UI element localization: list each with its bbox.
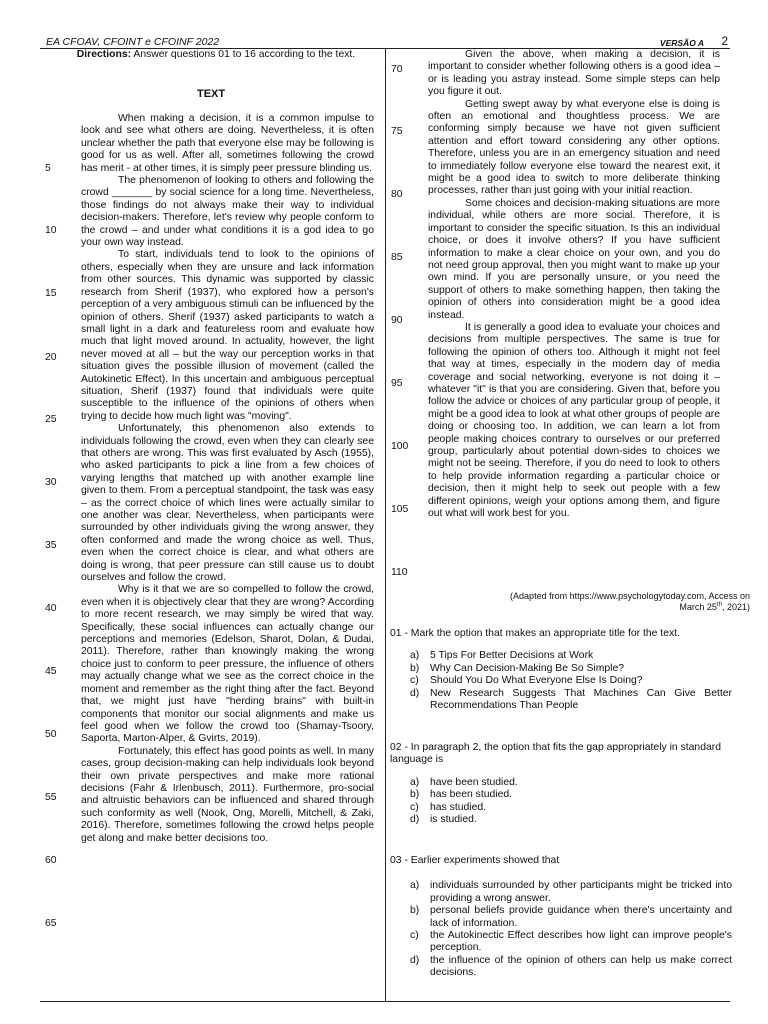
- line-number: 15: [45, 288, 57, 299]
- line-number: 55: [45, 792, 57, 803]
- paragraph: Fortunately, this effect has good points as well. In many cases, group decision-making can help individuals look beyond their own private perspectives and make more rational decisions (Fahr & Irlenbusch, 2011). Furthermore, pro-social and altruistic behaviors can be influenced and shared through such conformity as well (Nook, Ong, Morelli, Mitchell, & Zaki, 2016). Therefore, sometimes following the crowd helps people get along and make better decisions too.: [81, 745, 374, 844]
- paragraph: To start, individuals tend to look to the opinions of others, especially when they are unsure and lack information from other sources. This dynamic was supported by classic research from Sherif (1937), who explored how a person's perception of a very ambiguous stimuli can be influenced by the opinion of others. Sherif (1937) asked participants to watch a small light in a dark and featureless room and evaluate how much that light moved around. In actuality, however, the light never moved at all – but the way our perception works in that situation gives the possible illusion of movement (called the Autokinetic Effect). In this uncertain and ambiguous perceptual situation, Sherif (1937) found that individuals were quite susceptible to the influence of the opinions of others when trying to decide how much light was "moving".: [81, 249, 374, 422]
- line-number: 90: [391, 315, 403, 326]
- option-b[interactable]: b) has been studied.: [410, 789, 513, 801]
- text-right-column: [428, 49, 720, 520]
- paragraph: Why is it that we are so compelled to follow the crowd, even when it is objectively clear that they are wrong? According to more recent research, we may simply be wired that way. Specifically, these social influences can actually change our perceptions and memories (Edelson, Sharot, Dolan, & Dudai, 2011). Therefore, rather than knowingly making the wrong choice just to conform to peer pressure, the influence of others may actually change what we see as the correct choice in the moment and remember as the right thing after the fact. Beyond that, we might just have "herding brains" with built-in components that monitor our social alignments and make us feel good when we follow the crowd too (Shamay-Tsoory, Saporta, Marton-Alper, & Gvirts, 2019).: [81, 584, 374, 745]
- column-divider: [385, 49, 386, 1001]
- line-number: 110: [391, 567, 408, 578]
- line-number: 40: [45, 603, 57, 614]
- question-02: [390, 742, 732, 826]
- question-stem: 03 - Earlier experiments showed that: [390, 855, 560, 866]
- text-heading: TEXT: [197, 88, 226, 100]
- line-number: 65: [45, 918, 57, 929]
- question-stem: 01 - Mark the option that makes an appropriate title for the text.: [390, 628, 680, 639]
- line-number: 30: [45, 477, 57, 488]
- option-b[interactable]: b) Why Can Decision-Making Be So Simple?: [410, 662, 625, 674]
- line-number: 5: [45, 163, 51, 174]
- line-number: 25: [45, 414, 57, 425]
- option-c[interactable]: c) the Autokinectic Effect describes how light can improve people's perception.: [410, 930, 732, 954]
- line-number: 75: [391, 126, 403, 137]
- paragraph: Some choices and decision-making situations are more individual, while others are more social. Therefore, it is important to consider the specific situation. Is this an individual choice, or does it involve others? If you have sufficient information to make a clear choice on your own, and you do not need group approval, then you might want to make up your own mind. If you are personally unsure, or you need the support of others to make something happen, then taking the opinion of others into consideration might be a good idea instead.: [428, 197, 720, 321]
- option-a[interactable]: a) 5 Tips For Better Decisions at Work: [410, 650, 594, 662]
- paragraph: It is generally a good idea to evaluate your choices and decisions from multiple perspectives. The same is true for following the opinion of others too. Although it might not feel that way at times, especially in the modern day of media coverage and social networking, everyone is not doing it – whatever "it" is that you are considering. Given that, before you follow the advice or choices of any particular group of people, it might be a good idea to look at what other groups of people are doing or choosing too. In addition, we can learn a lot from people making choices contrary to ourselves or our preferred group, particularly about potential down-sides to choices we might not be seeing. Therefore, if you do need to look to others to help provide information regarding a particular choice or decision, then it might help to seek out people with a few different opinions, weigh your options among them, and figure out what will work best for you.: [428, 321, 720, 520]
- source-line-2: March 25th, 2021): [679, 602, 750, 612]
- directions-text: Answer questions 01 to 16 according to the text.: [133, 49, 356, 60]
- options-list: [410, 880, 732, 979]
- paragraph: Unfortunately, this phenomenon also extends to individuals following the crowd, even when they can clearly see that others are wrong. This was first evaluated by Asch (1955), who asked participants to pick a line from a few choices of varying lengths that matched up with another example line given to them. From a perceptual standpoint, the task was easy – as the correct choice of which lines were actually similar to one another was clear. Nevertheless, when participants were surrounded by other individuals giving the wrong answer, they often conformed and made the wrong choice as well. Thus, even when the correct choice is clear, and what others are doing is wrong, that peer pressure can still cause us to doubt ourselves and follow the crowd.: [81, 423, 374, 584]
- line-number: 50: [45, 729, 57, 740]
- option-d[interactable]: d) the influence of the opinion of others can help us make correct decisions.: [410, 954, 732, 979]
- line-number: 70: [391, 64, 403, 75]
- line-number: 85: [391, 252, 403, 263]
- exam-title: EA CFOAV, CFOINT e CFOINF 2022: [46, 36, 220, 48]
- text-left-column: [81, 113, 374, 845]
- line-number: 45: [45, 666, 57, 677]
- option-c[interactable]: c) Should You Do What Everyone Else Is Doing?: [410, 675, 643, 687]
- directions-label: Directions:: [76, 49, 132, 60]
- line-number: 20: [45, 352, 57, 363]
- option-d[interactable]: d) is studied.: [410, 814, 477, 826]
- paragraph: When making a decision, it is a common impulse to look and see what others are doing. Nevertheless, it is often unclear whether the path that everyone else may be following is good for us as well. After all, sometimes following the crowd has merit - at other times, it is simply peer pressure blinding us.: [81, 113, 374, 174]
- question-03: [390, 855, 732, 980]
- page-header: [40, 35, 730, 49]
- source-citation: [470, 591, 750, 613]
- option-a[interactable]: a) have been studied.: [410, 776, 518, 788]
- version-label: VERSÃO A: [659, 38, 704, 48]
- line-number: 80: [391, 189, 403, 200]
- question-stem: 02 - In paragraph 2, the option that fits the gap appropriately in standard language is: [390, 742, 721, 766]
- line-number: 95: [391, 378, 403, 389]
- options-list: [410, 777, 732, 827]
- paragraph: The phenomenon of looking to others and following the crowd _______ by social science for a long time. Nevertheless, those findings do not always make their way to individual decision-makers. Therefore, let's review why people conform to the crowd – and under what conditions it is a god idea to go your own way instead.: [81, 175, 374, 249]
- paragraph: Given the above, when making a decision, it is important to consider whether following others is a good idea – or is leading you astray instead. Some simple steps can help you figure it out.: [428, 49, 720, 98]
- option-a[interactable]: a) individuals surrounded by other participants might be tricked into providing a wrong answer.: [410, 880, 732, 904]
- line-number: 10: [45, 225, 57, 236]
- line-number: 35: [45, 540, 57, 551]
- directions: [56, 49, 376, 61]
- paragraph: Getting swept away by what everyone else is doing is often an emotional and thoughtless process. We are conforming simply because we have not given sufficient attention and effort toward considering any other options. Therefore, unless you are in an emergency situation and need to immediately follow everyone else toward the nearest exit, it might be a good idea to switch to more deliberate thinking processes, rather than just going with your initial reaction.: [428, 98, 720, 197]
- source-line-1: (Adapted from https://www.psychologytoday.com, Access on: [510, 591, 750, 601]
- option-b[interactable]: b) personal beliefs provide guidance when there's uncertainty and lack of information.: [410, 905, 732, 929]
- options-list: [410, 650, 732, 712]
- question-01: [390, 628, 732, 712]
- page-number: 2: [721, 34, 728, 48]
- line-number: 105: [391, 504, 409, 515]
- bottom-rule: [40, 1001, 730, 1002]
- line-number: 60: [45, 855, 57, 866]
- line-number: 100: [391, 441, 409, 452]
- option-c[interactable]: c) has studied.: [410, 801, 487, 813]
- option-d[interactable]: d) New Research Suggests That Machines Can Give Better Recommendations Than People: [410, 687, 732, 712]
